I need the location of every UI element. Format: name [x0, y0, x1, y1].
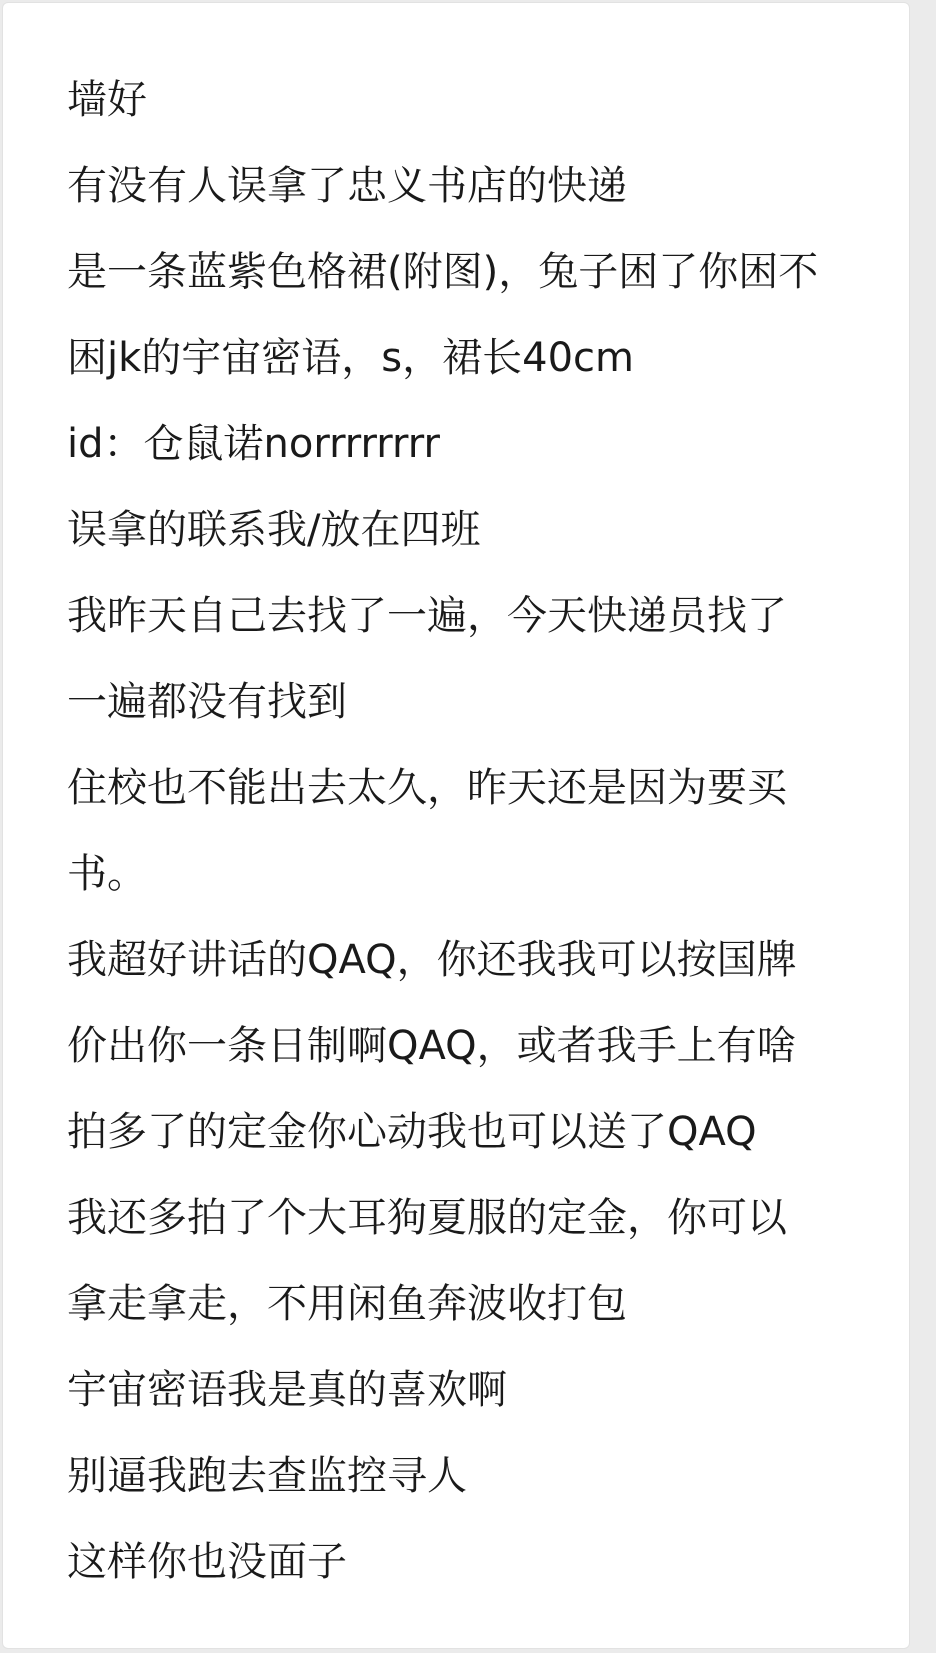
post-line: 误拿的联系我/放在四班: [67, 507, 481, 553]
post-line: 有没有人误拿了忠义书店的快递: [67, 163, 627, 209]
post-line: id：仓鼠诺norrrrrrrr: [67, 421, 440, 467]
post-line: 是一条蓝紫色格裙(附图)，兔子困了你困不: [67, 249, 819, 295]
post-body: [67, 57, 867, 1605]
post-line: 墙好: [67, 77, 147, 123]
post-line: 拍多了的定金你心动我也可以送了QAQ: [67, 1109, 757, 1155]
post-line: 我昨天自己去找了一遍，今天快递员找了: [67, 593, 787, 639]
post-line: 一遍都没有找到: [67, 679, 347, 725]
post-line: 价出你一条日制啊QAQ，或者我手上有啥: [67, 1023, 797, 1069]
post-line: 我还多拍了个大耳狗夏服的定金，你可以: [67, 1195, 787, 1241]
post-line: 别逼我跑去查监控寻人: [67, 1453, 467, 1499]
post-line: 困jk的宇宙密语，s，裙长40cm: [67, 335, 634, 381]
post-line: 这样你也没面子: [67, 1539, 347, 1585]
post-card: [2, 2, 910, 1649]
post-line: 我超好讲话的QAQ，你还我我可以按国牌: [67, 937, 797, 983]
post-line: 宇宙密语我是真的喜欢啊: [67, 1367, 507, 1413]
post-line: 书。: [67, 851, 147, 897]
post-line: 住校也不能出去太久，昨天还是因为要买: [67, 765, 787, 811]
post-line: 拿走拿走，不用闲鱼奔波收打包: [67, 1281, 627, 1327]
